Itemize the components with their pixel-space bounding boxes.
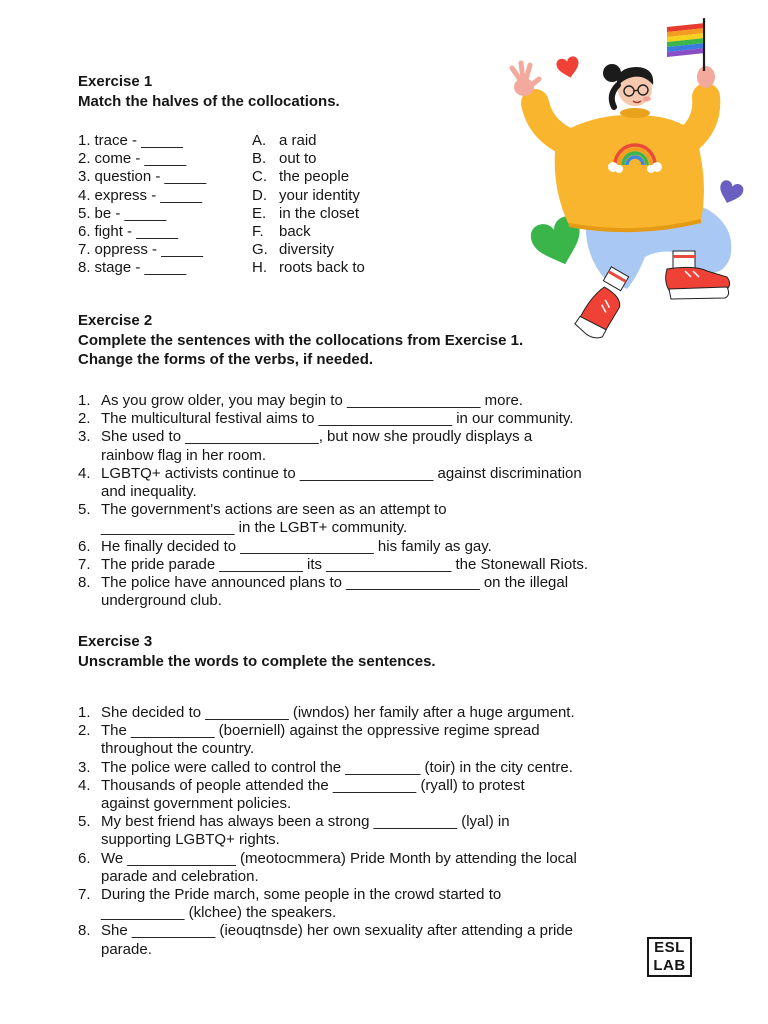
collocation-start: stage - _____ <box>94 259 187 277</box>
item-number: 5. <box>78 204 91 222</box>
item-number: 4. <box>78 776 91 794</box>
item-number: 1. <box>78 132 91 149</box>
collocation-start: oppress - _____ <box>94 241 203 259</box>
sentence-line: supporting LGBTQ+ rights. <box>101 831 280 849</box>
collocation-half <box>78 150 206 168</box>
exercise2-instruction-line: Change the forms of the verbs, if needed. <box>78 351 374 368</box>
exercise1-instruction: Match the halves of the collocations. <box>78 92 340 110</box>
exercise2-item <box>78 465 588 501</box>
item-number: 5. <box>78 501 91 519</box>
item-number: 4. <box>78 464 91 482</box>
exercise3-instruction: Unscramble the words to complete the sentences. <box>78 652 436 670</box>
sentence-line: The police were called to control the _________ (toir) in the city centre. <box>101 758 573 776</box>
item-number: 7. <box>78 241 91 259</box>
exercise3-item <box>78 850 577 886</box>
red-heart-icon <box>555 55 581 80</box>
collocation-end: in the closet <box>279 204 360 222</box>
collocation-endings-list <box>252 132 365 278</box>
exercise2-heading <box>78 311 523 370</box>
esl-lab-logo <box>647 937 692 977</box>
item-number: 6. <box>78 537 91 555</box>
sentence-line: The pride parade __________ its _______________ the Stonewall Riots. <box>101 555 589 573</box>
collocation-start: express - _____ <box>94 186 203 204</box>
collocation-ending <box>252 168 365 186</box>
sentence-line: The multicultural festival aims to ________________ in our community. <box>101 410 574 428</box>
exercise3-item <box>78 759 577 777</box>
item-letter: D. <box>252 186 267 204</box>
sentence-line: against government policies. <box>101 795 292 813</box>
collocation-ending <box>252 132 365 150</box>
sentence-line: underground club. <box>101 592 222 610</box>
sentence-line: The police have announced plans to ________________ on the illegal <box>101 574 569 592</box>
collocation-end: out to <box>279 150 317 168</box>
item-number: 1. <box>78 704 91 721</box>
item-number: 2. <box>78 410 91 428</box>
item-number: 3. <box>78 428 91 446</box>
item-number: 2. <box>78 722 91 740</box>
collocation-half <box>78 205 206 223</box>
sentence-line: We _____________ (meotocmmera) Pride Month by attending the local <box>101 849 577 867</box>
collocation-ending <box>252 150 365 168</box>
exercise3-item <box>78 813 577 849</box>
sentence-line: LGBTQ+ activists continue to ________________ against discrimination <box>101 464 582 482</box>
sentence-line: parade. <box>101 940 152 958</box>
sentence-line: She decided to __________ (iwndos) her family after a huge argument. <box>101 704 575 721</box>
collocation-ending <box>252 205 365 223</box>
person-holding-rainbow-flag-icon <box>495 15 750 345</box>
exercise2-item <box>78 410 588 428</box>
logo-line-2: LAB <box>653 957 686 974</box>
exercise3-item <box>78 922 577 958</box>
person-figure <box>512 63 731 343</box>
collocation-half <box>78 187 206 205</box>
sentence-line: __________ (klchee) the speakers. <box>101 904 337 922</box>
collocation-start: come - _____ <box>94 150 187 168</box>
collocation-end: a raid <box>279 132 317 149</box>
exercise2-item <box>78 574 588 610</box>
sentence-line: The __________ (boerniell) against the oppressive regime spread <box>101 722 540 740</box>
sentence-line: During the Pride march, some people in the crowd started to <box>101 886 502 904</box>
collocation-end: roots back to <box>279 259 365 277</box>
item-number: 4. <box>78 186 91 204</box>
sentence-line: rainbow flag in her room. <box>101 446 267 464</box>
item-number: 7. <box>78 886 91 904</box>
sentence-line: ________________ in the LGBT+ community. <box>101 519 408 537</box>
collocation-end: the people <box>279 168 350 186</box>
item-letter: F. <box>252 222 264 240</box>
item-number: 7. <box>78 555 91 573</box>
item-number: 2. <box>78 150 91 168</box>
sentence-line: parade and celebration. <box>101 867 259 885</box>
collocation-half <box>78 259 206 277</box>
item-number: 8. <box>78 922 91 940</box>
rainbow-flag-icon <box>667 19 704 77</box>
purple-heart-icon <box>716 179 745 207</box>
sentence-line: As you grow older, you may begin to ________________ more. <box>101 392 523 409</box>
exercise2-item <box>78 538 588 556</box>
collocation-ending <box>252 241 365 259</box>
collocation-start: question - _____ <box>94 168 207 186</box>
sentence-line: He finally decided to ________________ his family as gay. <box>101 537 492 555</box>
exercise3-title: Exercise 3 <box>78 633 153 650</box>
logo-line-1: ESL <box>654 939 685 956</box>
exercise2-list <box>78 392 588 610</box>
collocation-start: be - _____ <box>94 204 167 222</box>
exercise2-item <box>78 428 588 464</box>
item-number: 3. <box>78 168 91 186</box>
item-number: 1. <box>78 392 91 409</box>
collocation-half <box>78 241 206 259</box>
exercise3-item <box>78 704 577 722</box>
collocation-end: back <box>279 222 311 240</box>
item-letter: A. <box>252 132 267 149</box>
item-letter: B. <box>252 150 267 168</box>
sentence-line: My best friend has always been a strong __________ (lyal) in <box>101 813 510 831</box>
sentence-line: and inequality. <box>101 483 197 501</box>
exercise1-heading <box>78 72 340 111</box>
exercise3-item <box>78 777 577 813</box>
exercise3-item <box>78 722 577 758</box>
exercise3-list <box>78 704 577 959</box>
item-letter: C. <box>252 168 267 186</box>
item-number: 6. <box>78 849 91 867</box>
collocation-start: fight - _____ <box>94 222 178 240</box>
collocation-half <box>78 223 206 241</box>
item-number: 8. <box>78 259 91 277</box>
collocation-halves-list <box>78 132 206 278</box>
exercise2-title: Exercise 2 <box>78 312 153 329</box>
exercise2-item <box>78 501 588 537</box>
collocation-ending <box>252 223 365 241</box>
collocation-end: diversity <box>279 241 335 259</box>
exercise3-heading <box>78 632 436 671</box>
collocation-start: trace - _____ <box>94 132 183 149</box>
item-number: 5. <box>78 813 91 831</box>
collocation-ending <box>252 187 365 205</box>
sentence-line: She __________ (ieouqtnsde) her own sexuality after attending a pride <box>101 922 573 940</box>
sentence-line: throughout the country. <box>101 740 255 758</box>
collocation-half <box>78 168 206 186</box>
exercise1-title: Exercise 1 <box>78 73 153 90</box>
item-letter: E. <box>252 204 267 222</box>
sentence-line: Thousands of people attended the __________ (ryall) to protest <box>101 776 525 794</box>
collocation-half <box>78 132 206 150</box>
collocation-end: your identity <box>279 186 360 204</box>
sentence-line: The government's actions are seen as an attempt to <box>101 501 447 519</box>
item-letter: H. <box>252 259 267 277</box>
exercise2-item <box>78 556 588 574</box>
exercise2-instruction-line: Complete the sentences with the collocations from Exercise 1. <box>78 331 524 349</box>
item-number: 6. <box>78 222 91 240</box>
collocation-ending <box>252 259 365 277</box>
exercise3-item <box>78 886 577 922</box>
item-number: 8. <box>78 574 91 592</box>
item-letter: G. <box>252 241 268 259</box>
sentence-line: She used to ________________, but now she proudly displays a <box>101 428 533 446</box>
item-number: 3. <box>78 758 91 776</box>
exercise2-item <box>78 392 588 410</box>
